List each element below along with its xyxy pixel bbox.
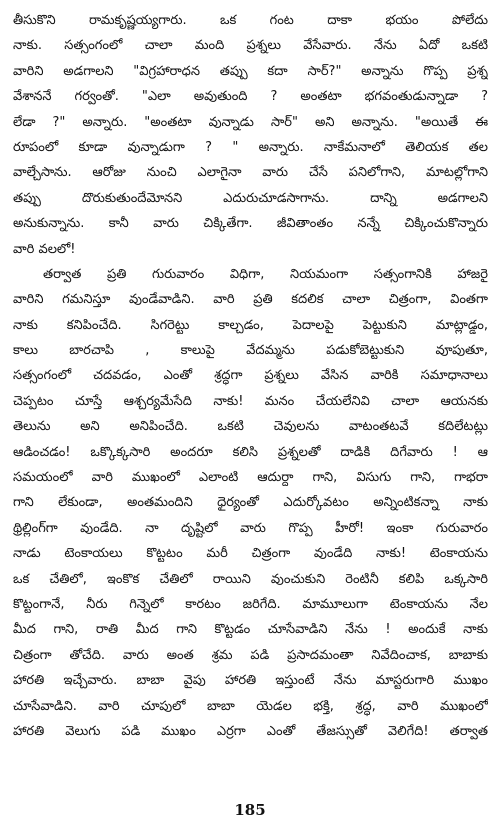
text-line: కాలు బారచాపి , కాలుపై వేదమ్మను పడుకోబెట్టుకుని వూపుతూ, xyxy=(13,343,488,359)
text-line: కొట్టంగానే, నీరు గిన్నెలో కారటం జరిగేది. మామూలుగా టెంకాయను నేల xyxy=(13,596,488,612)
text-line: సమయంలో వారి ముఖంలో ఎలాంటి ఆదుర్దా గాని, విసుగు గాని, గాభరా xyxy=(13,470,488,486)
text-line: థ్రిల్లింగ్‌గా వుండేది. నా దృష్టిలో వారు గొప్ప హీరో! ఇంకా గురువారం xyxy=(13,520,488,536)
text-line: హారతి వెలుగు పడి ముఖం ఎర్రగా ఎంతో తేజస్సుతో వెలిగేది! తర్వాత xyxy=(13,723,488,739)
text-line: నాకు. సత్సంగంలో చాలా మంది ప్రశ్నలు వేసేవారు. నేను ఏదో ఒకటి xyxy=(13,38,488,54)
text-line: నాడు టెంకాయలు కొట్టటం మరీ చిత్రంగా వుండేది నాకు! టెంకాయను xyxy=(13,546,488,562)
text-line: వేశాననే గర్వంతో. "ఎలా అవుతుంది ? అంతటా భగవంతుడున్నాడా ? xyxy=(13,89,488,105)
text-line: రూపంలో కూడా వున్నాడుగా ? " అన్నారు. నాకేమనాలో తెలియక తల xyxy=(13,139,488,155)
text-line: వారిని గమనిస్తూ వుండేవాడిని. వారి ప్రతి కదలిక చాలా చిత్రంగా, వింతగా xyxy=(13,292,488,308)
text-line: హారతి ఇచ్చేవారు. బాబా వైపు హారతి ఇస్తుంటే నేను మాస్టరుగారి ముఖం xyxy=(13,673,488,689)
text-line: చెప్పటం చూస్తే ఆశ్చర్యమేసేది నాకు! మనం చేయలేనివి చాలా ఆయనకు xyxy=(13,393,488,409)
text-line: వారి వలలో! xyxy=(13,241,76,257)
text-line: మీద గాని, రాతి మీద గాని కొట్టడం చూసేవాడిని నేను ! అందుకే నాకు xyxy=(13,622,488,638)
text-line: తెలును అని అనిపించేది. ఒకటి చెవులను వాటంతటవే కదిలేటట్లు xyxy=(13,419,488,435)
text-line: నాకు కనిపించేది. సిగరెట్టు కాల్చడం, పెదాలపై పెట్టుకుని మాట్లాడ్డం, xyxy=(13,317,488,333)
text-line: వాల్చేసాను. ఆరోజు నుంచి ఎలాగైనా వారు చేసే పనిలోగాని, మాటల్లోగాని xyxy=(13,165,488,181)
text-line: గాని లేకుండా, అంతమందిని ధైర్యంతో ఎదుర్కోవటం అన్నింటికన్నా నాకు xyxy=(13,495,488,511)
text-line: వారిని అడగాలని "విగ్రహారాధన తప్పు కదా సార్?" అన్నాను గొప్ప ప్రశ్న xyxy=(13,63,488,79)
text-line: చిత్రంగా తోచేది. వారు అంత శ్రమ పడి ప్రసాదమంతా నివేదించాక, బాబాకు xyxy=(13,647,488,663)
text-line: అనుకున్నాను. కానీ వారు చిక్కితేగా. జీవితాంతం నన్నే చిక్కించుకొన్నారు xyxy=(13,216,488,232)
text-line: లేడా ?" అన్నారు. "అంతటా వున్నాడు సార్" అని అన్నాను. "అయితే ఈ xyxy=(13,114,488,130)
text-line: ఆడించడం! ఒక్కొక్కసారి అందరూ కలిసి ప్రశ్నలతో దాడికి దిగేవారు ! ఆ xyxy=(13,444,488,460)
paragraph-2 xyxy=(13,262,488,744)
page-number: 185 xyxy=(234,801,266,819)
text-line: తీసుకొని రామకృష్ణయ్యగారు. ఒక గంట దాకా భయం పోలేదు xyxy=(13,13,488,28)
paragraph-1 xyxy=(13,8,488,262)
body-text xyxy=(13,8,488,744)
text-line: చూసేవాడిని. వారి చూపులో బాబా యెడల భక్తి, శ్రద్ధ, వారి ముఖంలో xyxy=(13,698,488,714)
text-line: ఒక చేతిలో, ఇంకొక చేతిలో రాయిని వుంచుకుని రెంటినీ కలిపి ఒక్కసారి xyxy=(13,571,488,587)
text-line: తర్వాత ప్రతి గురువారం విధిగా, నియమంగా సత్సంగానికి హాజరై xyxy=(43,266,488,282)
text-line: తప్పు దొరుకుతుందేమోనని ఎదురుచూడసాగాను. దాన్ని అడగాలని xyxy=(13,190,488,206)
text-line: సత్సంగంలో చదవడం, ఎంతో శ్రద్ధగా ప్రశ్నలు వేసిన వారికి సమాధానాలు xyxy=(13,368,488,384)
